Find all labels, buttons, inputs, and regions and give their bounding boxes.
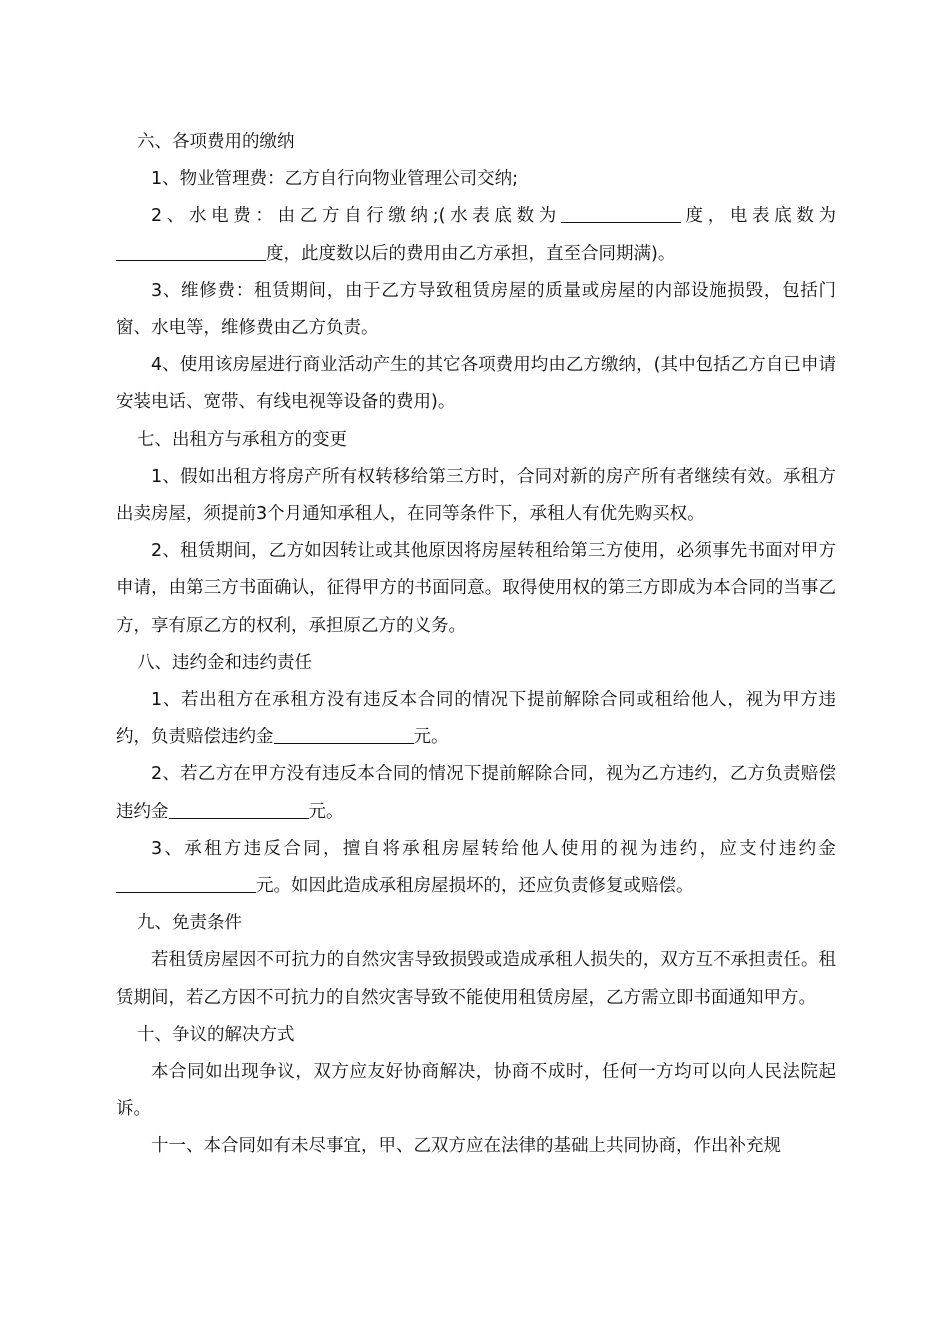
section-heading: 九、免责条件 xyxy=(137,913,242,934)
contract-body xyxy=(116,124,836,1166)
section-heading: 八、违约金和违约责任 xyxy=(137,652,312,673)
clause-text: 度，此度数以后的费用由乙方承担，直至合同期满)。 xyxy=(266,243,676,264)
clause-paragraph xyxy=(116,831,836,905)
clause-paragraph: 2、租赁期间，乙方如因转让或其他原因将房屋转租给第三方使用，必须事先书面对甲方申请，由第三方书面确认，征得甲方的书面同意。取得使用权的第三方即成为本合同的当事乙方，享有原乙方的权利，承担原乙方的义务。 xyxy=(116,541,836,636)
clause-paragraph xyxy=(116,198,836,272)
section-heading: 六、各项费用的缴纳 xyxy=(137,132,295,152)
fill-in-blank xyxy=(274,726,414,745)
clause-text: 元。 xyxy=(413,727,449,748)
section-heading: 十、争议的解决方式 xyxy=(137,1024,295,1045)
clause-paragraph: 十一、本合同如有未尽事宜，甲、乙双方应在法律的基础上共同协商，作出补充规 xyxy=(151,1136,781,1157)
fill-in-blank xyxy=(116,875,256,894)
clause-paragraph: 1、假如出租方将房产所有权转移给第三方时，合同对新的房产所有者继续有效。承租方出卖房屋，须提前3个月通知承租人，在同等条件下，承租人有优先购买权。 xyxy=(116,466,836,525)
clause-paragraph: 若租赁房屋因不可抗力的自然灾害导致损毁或造成承租人损失的，双方互不承担责任。租赁期间，若乙方因不可抗力的自然灾害导致不能使用租赁房屋，乙方需立即书面通知甲方。 xyxy=(116,950,836,1008)
clause-paragraph: 1、物业管理费：乙方自行向物业管理公司交纳; xyxy=(151,169,519,190)
clause-text: 元。如因此造成承租房屋损坏的，还应负责修复或赔偿。 xyxy=(256,876,694,897)
fill-in-blank xyxy=(561,205,681,224)
clause-text: 2、若乙方在甲方没有违反本合同的情况下提前解除合同，视为乙方违约，乙方负责赔偿违约金 xyxy=(116,764,836,822)
fill-in-blank xyxy=(116,242,266,261)
clause-text: 3、承租方违反合同，擅自将承租房屋转给他人使用的视为违约，应支付违约金 xyxy=(151,838,836,859)
clause-text: 2、水电费：由乙方自行缴纳;(水表底数为 xyxy=(151,206,561,227)
clause-text: 1、若出租方在承租方没有违反本合同的情况下提前解除合同或租给他人，视为甲方违约，负责赔偿违约金 xyxy=(116,690,836,748)
clause-paragraph: 3、维修费：租赁期间，由于乙方导致租赁房屋的质量或房屋的内部设施损毁，包括门窗、水电等，维修费由乙方负责。 xyxy=(116,280,836,339)
fill-in-blank xyxy=(169,800,309,819)
clause-text: 元。 xyxy=(308,801,344,822)
clause-paragraph xyxy=(116,682,836,756)
clause-text: 度，电表底数为 xyxy=(680,206,837,227)
clause-paragraph: 本合同如出现争议，双方应友好协商解决，协商不成时，任何一方均可以向人民法院起诉。 xyxy=(116,1062,836,1120)
clause-paragraph xyxy=(116,756,836,830)
section-heading: 七、出租方与承租方的变更 xyxy=(137,429,347,450)
clause-paragraph: 4、使用该房屋进行商业活动产生的其它各项费用均由乙方缴纳，(其中包括乙方自已申请安装电话、宽带、有线电视等设备的费用)。 xyxy=(116,355,836,413)
